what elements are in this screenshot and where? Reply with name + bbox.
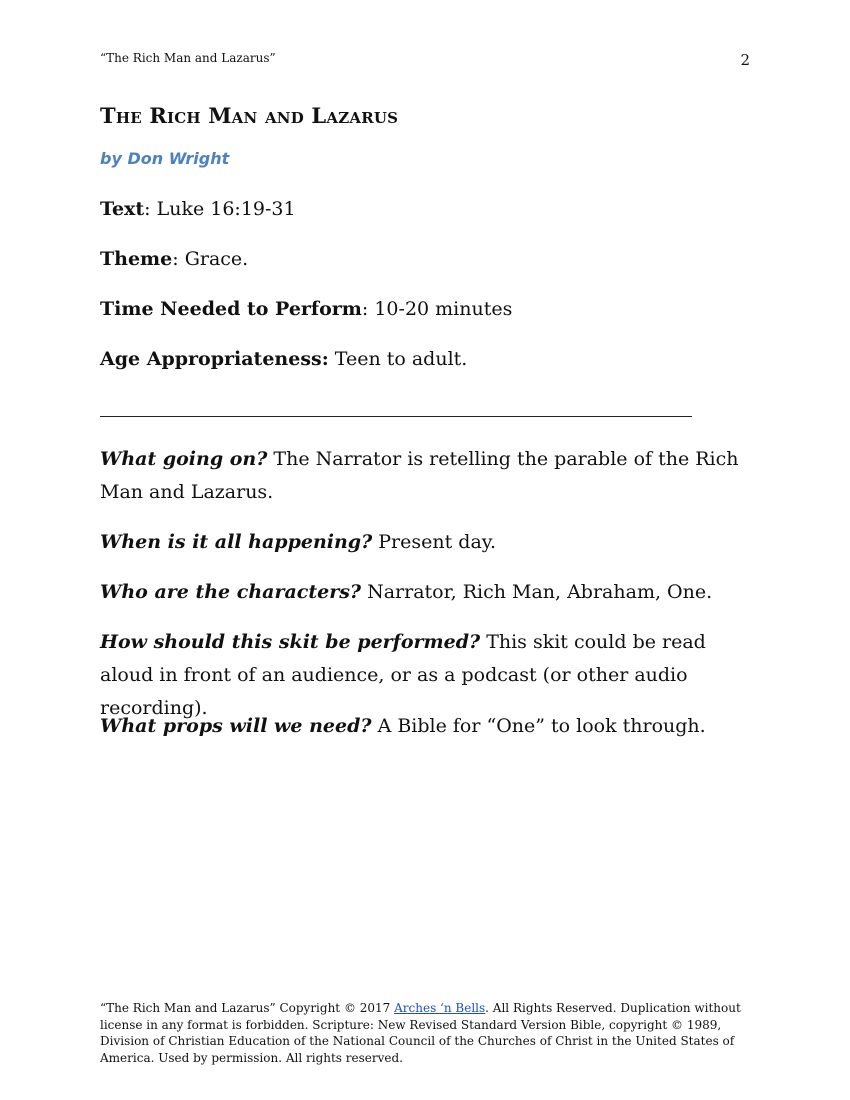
field-label: Age Appropriateness: (100, 348, 329, 370)
running-header: “The Rich Man and Lazarus” (100, 51, 276, 65)
qa-question: When is it all happening? (100, 531, 373, 553)
page-number: 2 (740, 51, 750, 69)
field-age (100, 347, 467, 371)
field-label: Theme (100, 248, 173, 270)
copyright-footer (100, 1000, 752, 1066)
qa-question: What props will we need? (100, 715, 372, 737)
qa-characters (100, 576, 740, 609)
field-label: Time Needed to Perform (100, 298, 362, 320)
qa-when (100, 526, 740, 559)
section-divider (100, 416, 692, 417)
field-text (100, 197, 296, 221)
field-separator: : (144, 198, 157, 220)
footer-suffix: . All Rights Reserved. Duplication without license in any format is forbidden. Scripture: New Revised Standard Version Bible, copyright © 1989, Division of Christian Education of the National Council of the Churches of Christ in the United States of America. Used by permission. All rights reserved. (100, 1001, 741, 1065)
field-value: Luke 16:19-31 (156, 198, 296, 220)
field-separator: : (172, 248, 185, 270)
field-value: 10-20 minutes (374, 298, 513, 320)
qa-answer: The Narrator is retelling the parable of the Rich Man and Lazarus. (100, 448, 739, 503)
qa-answer: Narrator, Rich Man, Abraham, One. (367, 581, 713, 603)
footer-prefix: “The Rich Man and Lazarus” Copyright © 2017 (100, 1001, 395, 1015)
page-title: The Rich Man and Lazarus (100, 103, 399, 128)
qa-answer: This skit could be read aloud in front of an audience, or as a podcast (or other audio recording). (100, 631, 706, 719)
qa-answer: Present day. (378, 531, 497, 553)
qa-props (100, 710, 740, 743)
field-time-needed (100, 297, 512, 321)
qa-question: What going on? (100, 448, 268, 470)
arches-n-bells-link[interactable]: Arches ‘n Bells (394, 1001, 486, 1015)
qa-whats-going-on (100, 443, 740, 509)
field-value: Grace. (184, 248, 249, 270)
field-label: Text (100, 198, 145, 220)
field-theme (100, 247, 248, 271)
qa-question: How should this skit be performed? (100, 631, 481, 653)
qa-answer: A Bible for “One” to look through. (377, 715, 706, 737)
author-byline: by Don Wright (100, 149, 230, 168)
field-separator: : (361, 298, 375, 320)
qa-question: Who are the characters? (100, 581, 362, 603)
field-value: Teen to adult. (334, 348, 468, 370)
